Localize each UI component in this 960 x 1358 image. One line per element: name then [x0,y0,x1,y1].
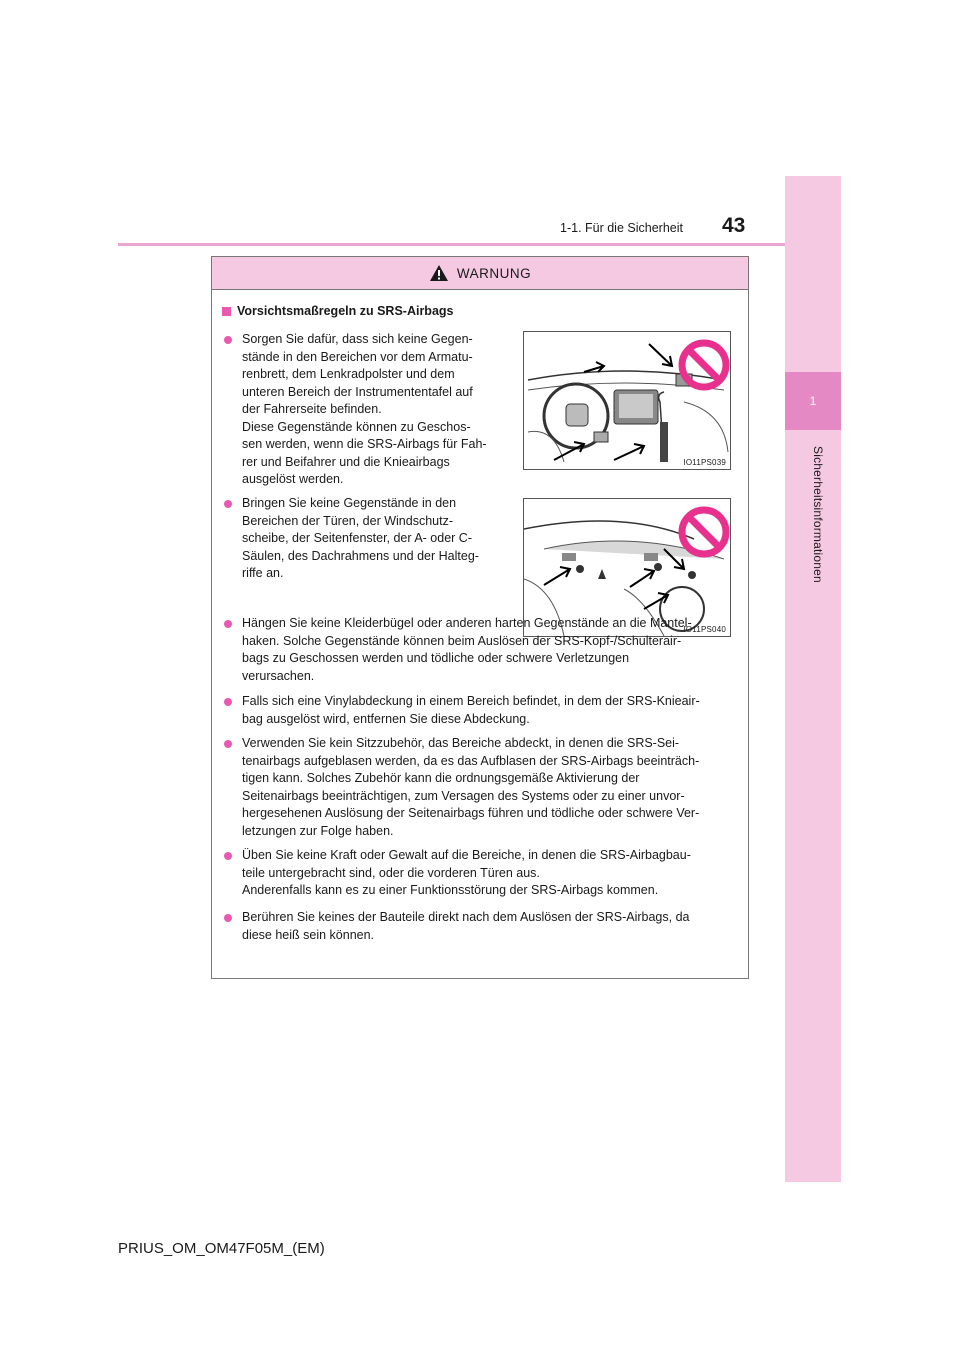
bullet-text: Berühren Sie keines der Bauteile direkt nach dem Auslösen der SRS-Airbags, da diese heiß sein können. [242,910,690,942]
bullet-dot-icon [224,500,232,508]
bullet-dot-icon [224,852,232,860]
warning-subheading [222,304,454,318]
bullet-dot-icon [224,336,232,344]
section-title: 1-1. Für die Sicherheit [560,221,683,235]
figure-bullet-1 [224,331,514,489]
warning-header [212,257,748,290]
chapter-number: 1 [785,372,841,430]
bullet-text: Üben Sie keine Kraft oder Gewalt auf die Bereiche, in denen die SRS-Airbagbau- teile untergebracht sind, oder die vorderen Türen aus. Anderenfalls kann es zu einer Funktionsstörung der SRS-Airbags kommen. [242,848,691,897]
dashboard-illustration [524,332,730,469]
bullet-text: Sorgen Sie dafür, dass sich keine Gegen- stände in den Bereichen vor dem Armatu- renbrett, dem Lenkradpolster und dem unteren Bereich der Instrumententafel auf der Fahrerseite befinden. Diese Gegenstände können zu Geschos- sen werden, wenn die SRS-Airbags für Fah- rer und Beifahrer und die Knieairbags ausgelöst werden. [242,332,487,486]
bullet-no-force [224,847,744,900]
bullet-coat-hooks [224,615,744,685]
warning-triangle-icon [429,264,449,282]
header-rule [118,243,786,246]
subheading-text: Vorsichtsmaßregeln zu SRS-Airbags [237,304,454,318]
bullet-text: Verwenden Sie kein Sitzzubehör, das Bereiche abdeckt, in denen die SRS-Sei- tenairbags aufgeblasen werden, da es das Aufblasen der SRS-Airbags beeinträch- tigen kann. Solches Zubehör kann die ordnungsgemäße Aktivierung der Seitenairbags beeinträchtigen, zum Versagen des Systems oder zu einer unvor- hergesehenen Auslösung der Seitenairbags führen und tödliche oder schwere Ver- letzungen zur Folge haben. [242,736,700,838]
figure-code: IO11PS039 [683,458,726,467]
bullet-text: Falls sich eine Vinylabdeckung in einem Bereich befindet, in dem der SRS-Knieair- bag ausgelöst wird, entfernen Sie diese Abdeckung. [242,694,700,726]
chapter-side-tab [785,176,841,1182]
page-number: 43 [722,214,746,237]
bullet-text: Hängen Sie keine Kleiderbügel oder anderen harten Gegenstände an die Mantel- haken. Solche Gegenstände können beim Auslösen der SRS-Kopf-/Schulterair- bags zu Geschossen werden und tödliche oder schwere Verletzungen verursachen. [242,616,692,683]
document-code: PRIUS_OM_OM47F05M_(EM) [118,1240,325,1257]
figure-code: IO11PS040 [683,625,726,634]
bullet-text: Bringen Sie keine Gegenstände in den Bereichen der Türen, der Windschutz- scheibe, der Seitenfenster, der A- oder C- Säulen, des Dachrahmens und der Halteg- riffe an. [242,496,479,580]
bullet-dot-icon [224,620,232,628]
warning-box [211,256,749,979]
square-bullet-icon [222,307,231,316]
bullet-dot-icon [224,698,232,706]
chapter-label: Sicherheitsinformationen [811,446,825,583]
bullet-hot-parts [224,909,744,944]
bullet-vinyl-cover [224,693,744,728]
dashboard-figure [523,331,731,470]
bullet-dot-icon [224,914,232,922]
figure-bullet-2 [224,495,514,583]
bullet-dot-icon [224,740,232,748]
bullet-seat-accessories [224,735,744,840]
warning-title: WARNUNG [456,265,532,281]
